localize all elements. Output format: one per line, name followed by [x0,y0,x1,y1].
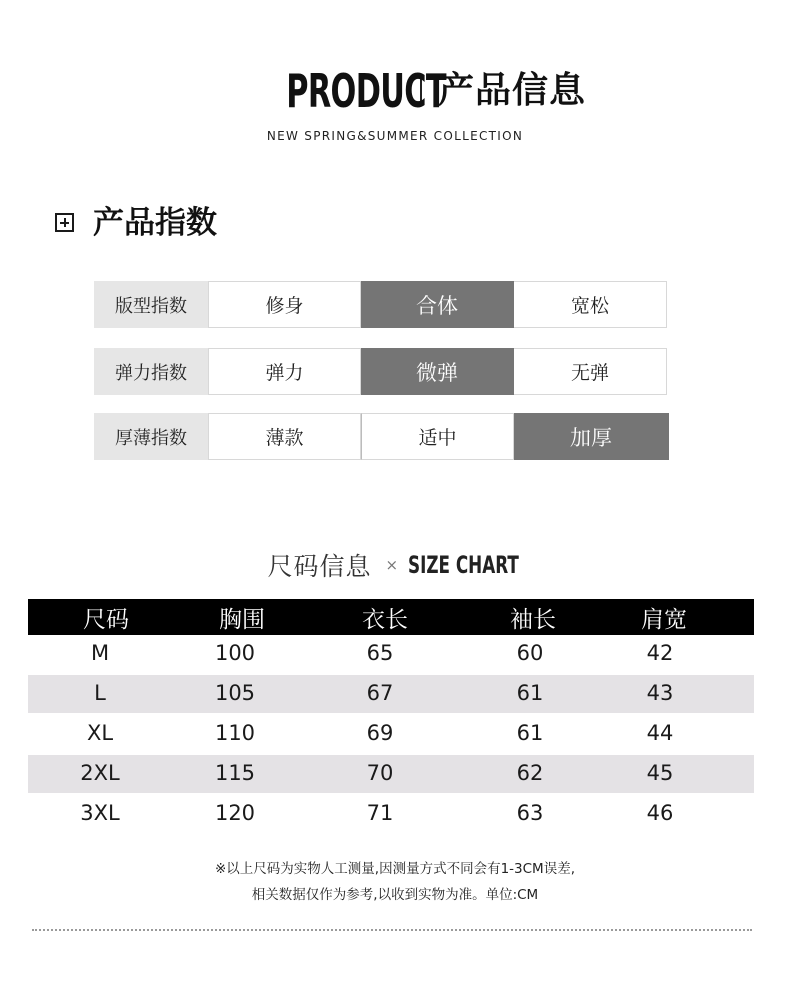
index-row-label: 厚薄指数 [94,413,208,460]
measurement-note-line-1: ※以上尺码为实物人工测量,因测量方式不同会有1-3CM误差, [214,861,576,877]
table-cell: 70 [366,761,394,785]
index-option-selected: 微弹 [361,348,514,395]
header-title-en: PRODUCT [286,64,446,118]
index-option: 弹力 [208,348,361,395]
header-subtitle: NEW SPRING&SUMMER COLLECTION [266,129,524,143]
table-cell: 105 [214,681,256,705]
size-chart-separator: × [385,556,399,574]
table-cell: 65 [366,641,394,665]
dotted-divider [32,929,752,931]
table-cell-size: M [90,641,110,665]
size-chart-heading [0,547,790,583]
size-table [28,599,754,835]
column-header-sleeve: 袖长 [510,607,556,633]
table-cell: 120 [214,801,256,825]
index-option: 修身 [208,281,361,328]
table-row [28,715,754,753]
table-cell: 110 [214,721,256,745]
index-option-selected: 合体 [361,281,514,328]
index-option: 适中 [361,413,514,460]
index-option: 宽松 [514,281,667,328]
index-row-label: 弹力指数 [94,348,208,395]
size-chart-title-en: SIZE CHART [408,551,519,579]
column-header-shoulder: 肩宽 [641,607,687,633]
column-header-chest: 胸围 [219,607,265,633]
table-cell: 44 [646,721,674,745]
size-chart-title-cn: 尺码信息 [267,552,372,581]
table-cell: 67 [366,681,394,705]
column-header-size: 尺码 [83,607,129,633]
size-table-header [28,599,754,635]
table-cell: 46 [646,801,674,825]
index-row-thickness [94,413,671,460]
table-cell: 63 [516,801,544,825]
table-row [28,755,754,793]
index-row-elasticity [94,348,669,395]
header-title-cn: 产品信息 [437,70,586,111]
table-cell: 60 [516,641,544,665]
page-header [0,66,790,116]
index-row-fit [94,281,669,328]
measurement-note-line-2: 相关数据仅作为参考,以收到实物为准。单位:CM [251,887,539,903]
table-cell: 61 [516,681,544,705]
table-cell-size: 2XL [80,761,120,785]
table-cell: 100 [214,641,256,665]
table-cell-size: L [94,681,106,705]
table-cell: 42 [646,641,674,665]
column-header-length: 衣长 [362,607,408,633]
table-cell-size: 3XL [80,801,120,825]
index-option-selected: 加厚 [514,413,669,460]
table-cell: 61 [516,721,544,745]
table-row [28,795,754,833]
table-row [28,635,754,673]
table-cell: 62 [516,761,544,785]
index-option: 无弹 [514,348,667,395]
table-row [28,675,754,713]
plus-box-icon [55,213,74,232]
table-cell: 115 [214,761,256,785]
table-cell: 69 [366,721,394,745]
table-cell: 43 [646,681,674,705]
index-option: 薄款 [208,413,361,460]
index-row-label: 版型指数 [94,281,208,328]
table-cell-size: XL [86,721,114,745]
index-section-title: 产品指数 [93,205,217,241]
table-cell: 71 [366,801,394,825]
table-cell: 45 [646,761,674,785]
